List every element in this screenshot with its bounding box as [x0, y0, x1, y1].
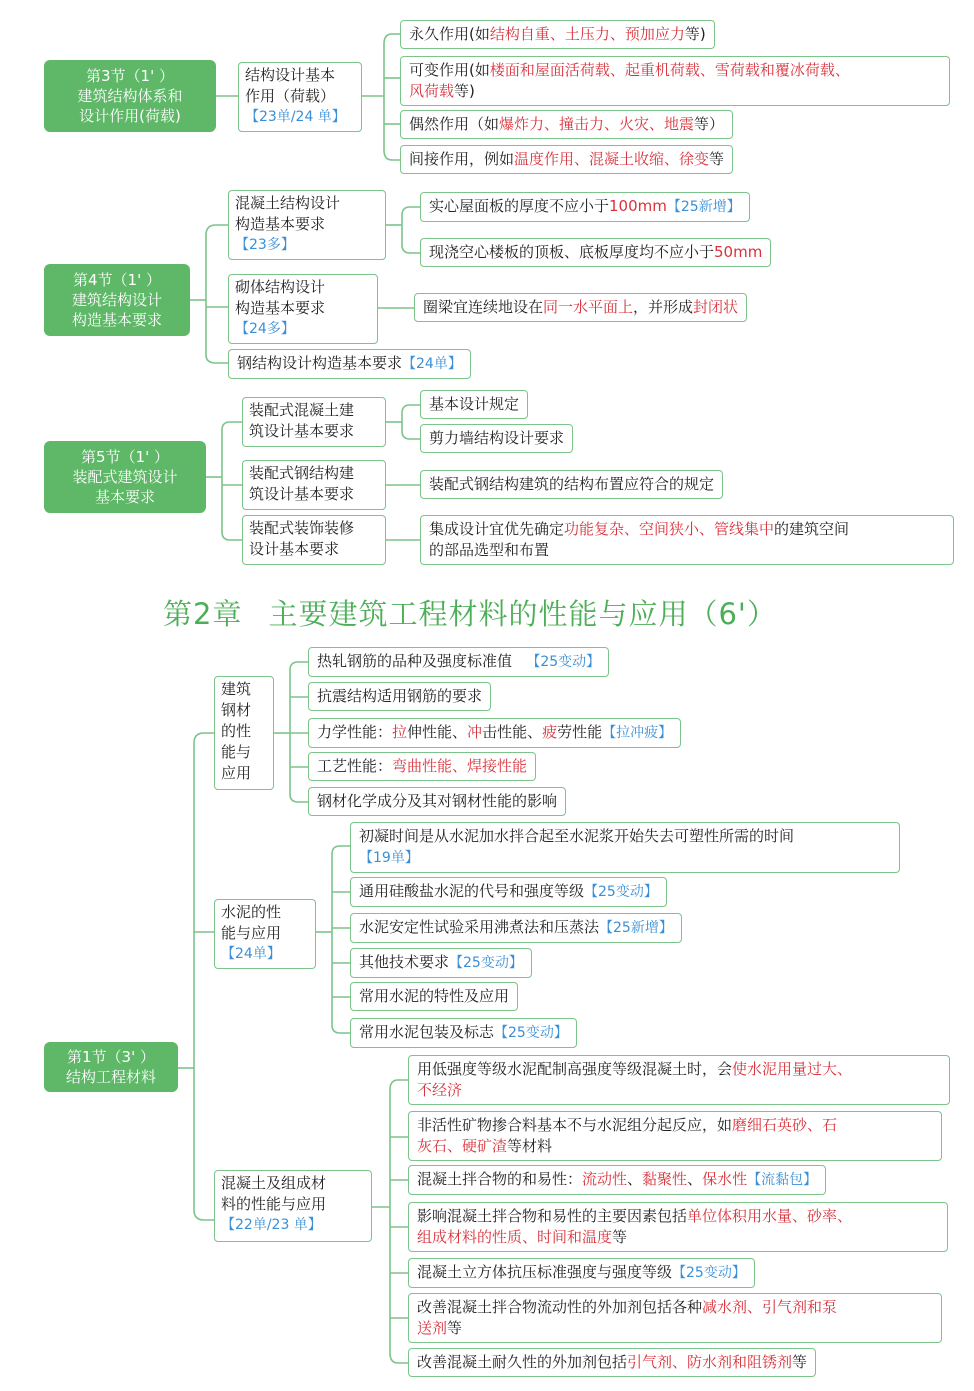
- section-3-title-line2: 设计作用(荷载): [79, 107, 181, 125]
- leaf-roof-slab: 实心屋面板的厚度不应小于100mm【25新增】: [420, 192, 750, 222]
- section-3-number: 第3节（1' ）: [86, 67, 174, 85]
- load-node: [238, 62, 362, 132]
- leaf-shear-wall: 剪力墙结构设计要求: [420, 424, 573, 453]
- concrete-tag: 【22单/23 单】: [221, 1217, 322, 1233]
- section-4-number: 第4节（1' ）: [73, 271, 161, 289]
- chapter-number: 第2章: [163, 597, 243, 631]
- leaf-variable-action: 可变作用(如楼面和屋面活荷载、起重机荷载、雪荷载和覆冰荷载、 风荷载等): [400, 56, 950, 106]
- section-4-box: [44, 264, 190, 336]
- concrete-struct-node: 混凝土结构设计 构造基本要求 【23多】: [228, 190, 386, 260]
- leaf-workability: 混凝土拌合物的和易性：流动性、黏聚性、保水性【流黏包】: [408, 1165, 826, 1195]
- chapter-title: [163, 592, 777, 633]
- section-5-number: 第5节（1' ）: [81, 448, 169, 466]
- leaf-seismic: 抗震结构适用钢筋的要求: [308, 682, 491, 711]
- leaf-initial-set: 初凝时间是从水泥加水拌合起至水泥浆开始失去可塑性所需的时间 【19单】: [350, 822, 900, 873]
- section-1-number: 第1节（3' ）: [67, 1048, 155, 1066]
- section-1-title: 结构工程材料: [65, 1068, 156, 1086]
- leaf-other-tech: 其他技术要求【25变动】: [350, 948, 532, 978]
- leaf-chemical: 钢材化学成分及其对钢材性能的影响: [308, 787, 566, 816]
- section-5-title-line2: 基本要求: [94, 488, 155, 506]
- prefab-decor-node: 装配式装饰装修 设计基本要求: [242, 515, 386, 565]
- leaf-ring-beam: 圈梁宜连续地设在同一水平面上，并形成封闭状: [414, 293, 747, 322]
- leaf-process: 工艺性能：弯曲性能、焊接性能: [308, 752, 536, 781]
- prefab-steel-node: 装配式钢结构建 筑设计基本要求: [242, 460, 386, 510]
- concrete-struct-tag: 【23多】: [235, 237, 295, 253]
- section-3-box: [44, 60, 216, 132]
- leaf-inactive: 非活性矿物掺合料基本不与水泥组分起反应，如磨细石英砂、石 灰石、硬矿渣等材料: [408, 1111, 942, 1161]
- leaf-indirect-action: 间接作用，例如温度作用、混凝土收缩、徐变等: [400, 145, 733, 174]
- load-node-line2: 作用（荷载）: [245, 87, 336, 105]
- concrete-node: 混凝土及组成材 料的性能与应用 【22单/23 单】: [214, 1170, 372, 1242]
- load-node-tag: 【23单/24 单】: [245, 109, 346, 125]
- section-4-title-line1: 建筑结构设计: [71, 291, 162, 309]
- leaf-cube-strength: 混凝土立方体抗压标准强度与强度等级【25变动】: [408, 1258, 755, 1288]
- leaf-accidental-action: 偶然作用（如爆炸力、撞击力、火灾、地震等）: [400, 110, 733, 139]
- leaf-stability: 水泥安定性试验采用沸煮法和压蒸法【25新增】: [350, 913, 682, 943]
- chapter-name: 主要建筑工程材料的性能与应用（6'）: [268, 597, 777, 631]
- cement-node: 水泥的性 能与应用 【24单】: [214, 899, 316, 969]
- leaf-basic-design: 基本设计规定: [420, 390, 528, 419]
- load-node-line1: 结构设计基本: [245, 66, 336, 84]
- masonry-tag: 【24多】: [235, 321, 295, 337]
- leaf-hot-rolled: 热轧钢筋的品种及强度标准值 【25变动】: [308, 647, 609, 677]
- section-5-box: [44, 441, 206, 513]
- masonry-node: 砌体结构设计 构造基本要求 【24多】: [228, 274, 378, 344]
- leaf-integrated-design: 集成设计宜优先确定功能复杂、空间狭小、管线集中的建筑空间 的部品选型和布置: [420, 515, 954, 565]
- leaf-permanent-action: 永久作用(如结构自重、土压力、预加应力等): [400, 20, 715, 49]
- steel-struct-node: 钢结构设计构造基本要求【24单】: [228, 349, 471, 379]
- leaf-steel-layout: 装配式钢结构建筑的结构布置应符合的规定: [420, 470, 723, 499]
- leaf-low-grade: 用低强度等级水泥配制高强度等级混凝土时，会使水泥用量过大、 不经济: [408, 1055, 950, 1105]
- leaf-packaging: 常用水泥包装及标志【25变动】: [350, 1018, 577, 1048]
- leaf-silicate: 通用硅酸盐水泥的代号和强度等级【25变动】: [350, 877, 667, 907]
- leaf-admixture-flow: 改善混凝土拌合物流动性的外加剂包括各种减水剂、引气剂和泵 送剂等: [408, 1293, 942, 1343]
- leaf-mechanical: 力学性能：拉伸性能、冲击性能、疲劳性能【拉冲疲】: [308, 718, 681, 748]
- section-5-title-line1: 装配式建筑设计: [72, 468, 178, 486]
- cement-tag: 【24单】: [221, 946, 281, 962]
- prefab-concrete-node: 装配式混凝土建 筑设计基本要求: [242, 397, 386, 447]
- leaf-admixture-durability: 改善混凝土耐久性的外加剂包括引气剂、防水剂和阻锈剂等: [408, 1348, 816, 1377]
- section-3-title-line1: 建筑结构体系和: [77, 87, 183, 105]
- leaf-common-cement: 常用水泥的特性及应用: [350, 982, 518, 1011]
- leaf-hollow-slab: 现浇空心楼板的顶板、底板厚度均不应小于50mm: [420, 238, 771, 267]
- section-4-title-line2: 构造基本要求: [71, 311, 162, 329]
- steel-node: 建筑 钢材 的性 能与 应用: [214, 676, 274, 790]
- leaf-factors: 影响混凝土拌合物和易性的主要因素包括单位体积用水量、砂率、 组成材料的性质、时间和温度等: [408, 1202, 948, 1252]
- section-1-box: [44, 1042, 178, 1092]
